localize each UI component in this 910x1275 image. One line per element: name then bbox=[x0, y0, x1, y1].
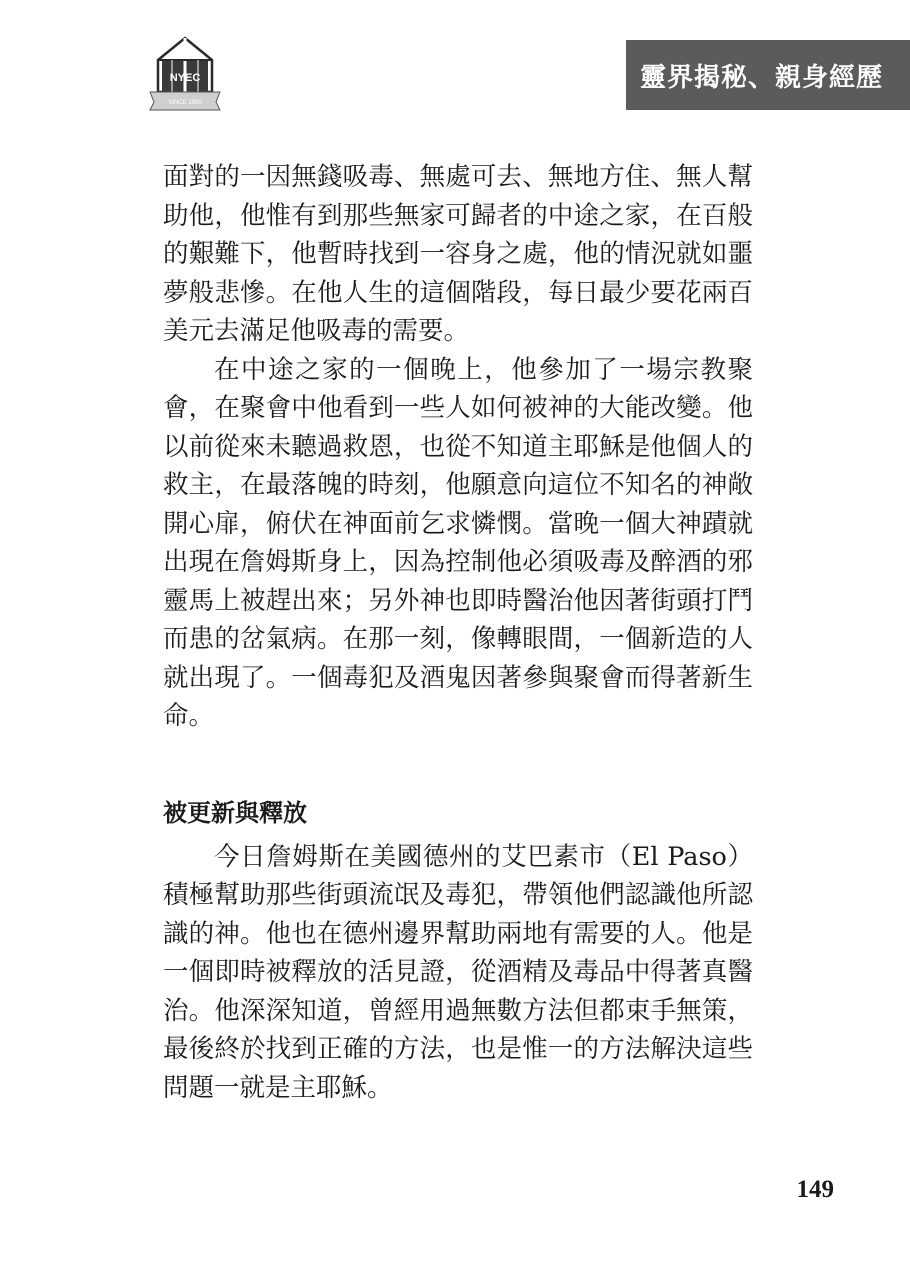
logo-ribbon-text: SINCE 1990 bbox=[168, 100, 202, 106]
chapter-title: 靈界揭秘、親身經歷 bbox=[640, 62, 884, 93]
nyec-logo bbox=[142, 36, 228, 112]
body-paragraph-3: 今日詹姆斯在美國德州的艾巴素市（El Paso）積極幫助那些街頭流氓及毒犯，帶領他們認識他所認識的神。他也在德州邊界幫助兩地有需要的人。他是一個即時被釋放的活見證，從酒精及毒品中得著真醫治。他深深知道，曾經用過無數方法但都束手無策，最後終於找到正確的方法，也是惟一的方法解決這些問題一就是主耶穌。 bbox=[163, 841, 753, 1103]
body-paragraph-1: 面對的一因無錢吸毒、無處可去、無地方住、無人幫助他，他惟有到那些無家可歸者的中途之家，在百般的艱難下，他暫時找到一容身之處，他的情況就如噩夢般悲慘。在他人生的這個階段，每日最少要花兩百美元去滿足他吸毒的需要。 bbox=[163, 162, 753, 346]
page-content bbox=[163, 158, 753, 1107]
page-number: 149 bbox=[796, 1176, 834, 1203]
body-paragraph-2: 在中途之家的一個晚上，他參加了一場宗教聚會，在聚會中他看到一些人如何被神的大能改變。他以前從來未聽過救恩，也從不知道主耶穌是他個人的救主，在最落魄的時刻，他願意向這位不知名的神敞開心扉，俯伏在神面前乞求憐憫。當晚一個大神蹟就出現在詹姆斯身上，因為控制他必須吸毒及醉酒的邪靈馬上被趕出來；另外神也即時醫治他因著街頭打鬥而患的岔氣病。在那一刻，像轉眼間，一個新造的人就出現了。一個毒犯及酒鬼因著參與聚會而得著新生命。 bbox=[163, 354, 753, 731]
section-heading: 被更新與釋放 bbox=[163, 798, 307, 827]
logo-text: NYEC bbox=[169, 72, 201, 84]
nyec-logo-graphic bbox=[142, 36, 228, 112]
chapter-title-banner bbox=[626, 40, 910, 110]
